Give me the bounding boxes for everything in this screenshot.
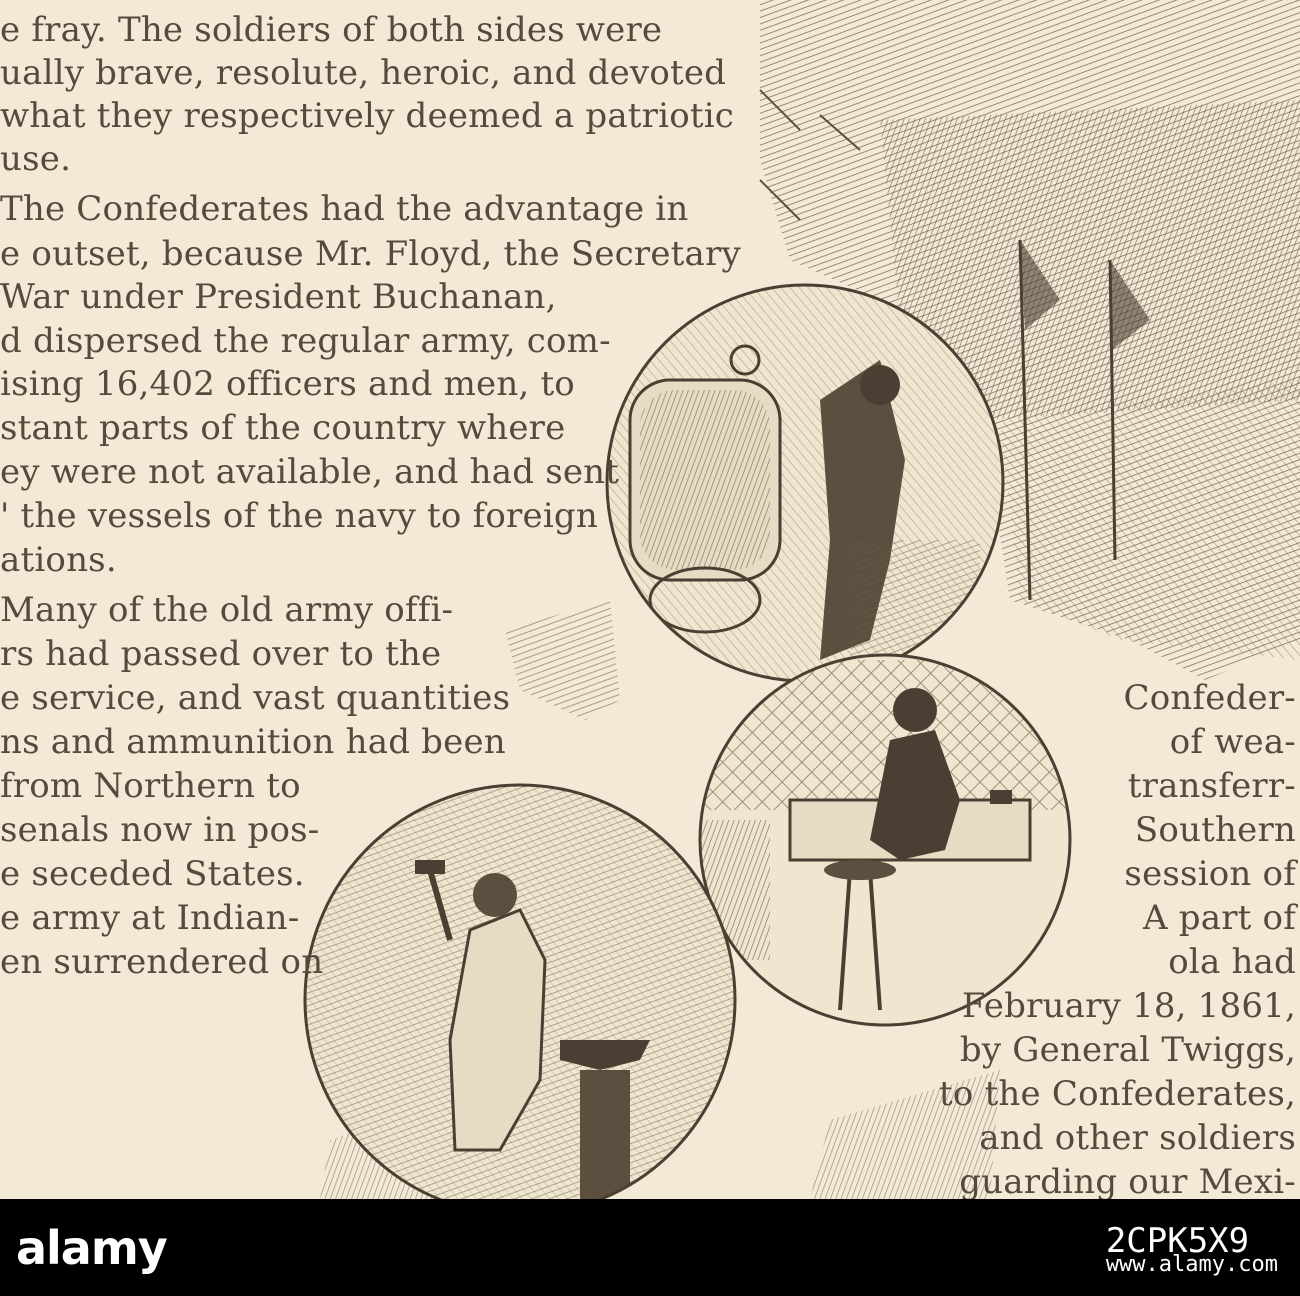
image-id <box>1105 1221 1278 1277</box>
alamy-logo[interactable]: alamy <box>16 1221 167 1275</box>
blacksmith-at-anvil-vignette <box>300 780 740 1199</box>
left-line: ising 16,402 officers and men, to <box>0 364 575 404</box>
left-line: rs had passed over to the <box>0 634 442 674</box>
left-line: e fray. The soldiers of both sides were <box>0 10 663 50</box>
right-line: February 18, 1861, <box>961 986 1296 1026</box>
left-line: ns and ammunition had been <box>0 722 506 762</box>
left-line: e seceded States. <box>0 854 305 894</box>
right-line: to the Confederates, <box>939 1074 1296 1114</box>
image-id-url: www.alamy.com <box>1105 1252 1278 1277</box>
left-line: ually brave, resolute, heroic, and devoted <box>0 53 727 93</box>
right-line: and other soldiers <box>979 1118 1296 1158</box>
left-line: d dispersed the regular army, com- <box>0 321 611 361</box>
right-line: session of <box>1124 854 1296 894</box>
left-line: ' the vessels of the navy to foreign <box>0 496 598 536</box>
clerk-at-desk-vignette <box>680 655 1080 1025</box>
left-line: use. <box>0 139 72 179</box>
right-line: of wea- <box>1169 722 1296 762</box>
left-line: ey were not available, and had sent <box>0 452 620 492</box>
left-line: The Confederates had the advantage in <box>0 189 689 229</box>
left-line: stant parts of the country where <box>0 408 566 448</box>
left-line: e army at Indian- <box>0 898 300 938</box>
watermark-footer <box>0 1199 1300 1296</box>
left-line: e outset, because Mr. Floyd, the Secretary <box>0 234 741 274</box>
left-line: ations. <box>0 540 117 580</box>
right-line: by General Twiggs, <box>959 1030 1296 1070</box>
right-line: guarding our Mexi- <box>959 1162 1296 1199</box>
left-line: en surrendered on <box>0 942 324 982</box>
right-line: ola had <box>1168 942 1296 982</box>
right-line: A part of <box>1143 898 1296 938</box>
left-line: War under President Buchanan, <box>0 277 557 317</box>
right-line: Confeder- <box>1123 678 1296 718</box>
right-line: transferr- <box>1127 766 1296 806</box>
left-line: e service, and vast quantities <box>0 678 511 718</box>
left-line: from Northern to <box>0 766 301 806</box>
left-line: what they respectively deemed a patriotic <box>0 96 735 136</box>
left-line: senals now in pos- <box>0 810 320 850</box>
left-line: Many of the old army offi- <box>0 590 454 630</box>
right-line: Southern <box>1134 810 1296 850</box>
image-id-line: 2CPK5X9 <box>1105 1221 1250 1261</box>
